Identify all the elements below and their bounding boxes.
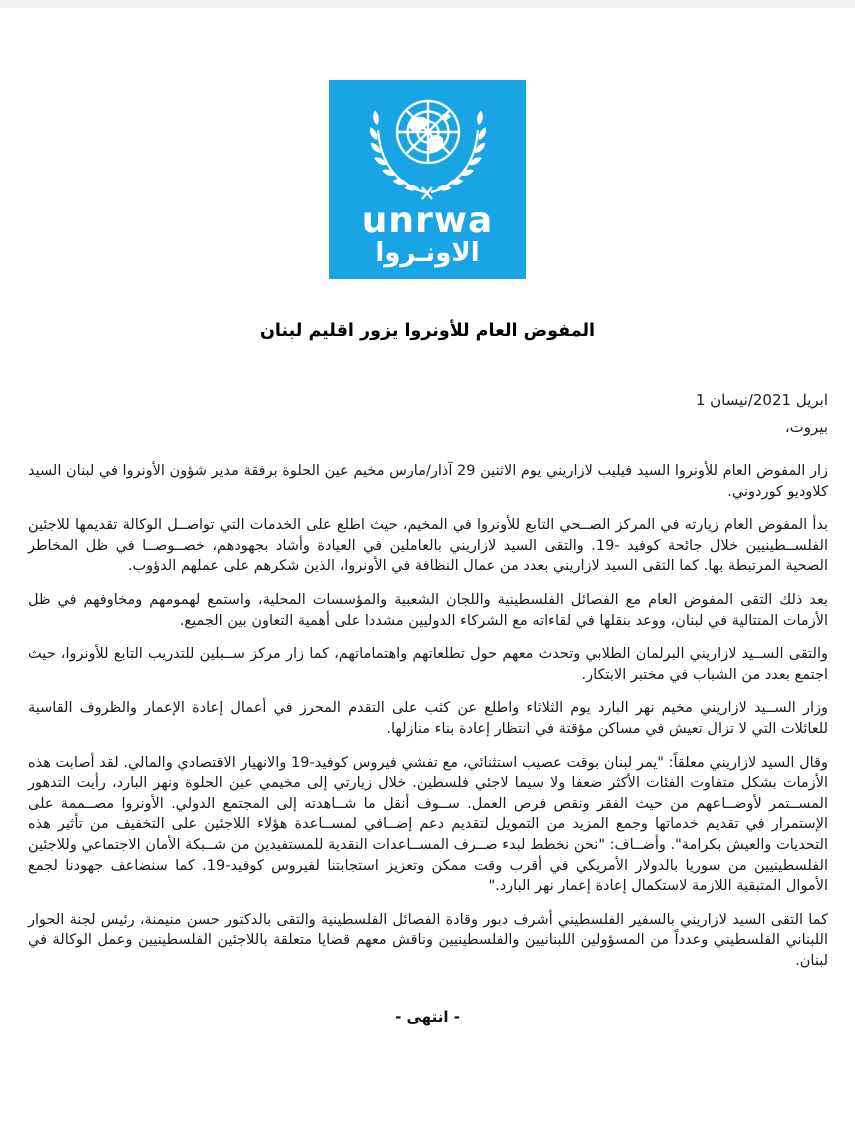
dateline-block (27, 387, 828, 441)
press-release-body (28, 461, 828, 971)
document-date: 1 نيسان‎/‎ابريل 2021 (695, 391, 828, 409)
unrwa-logo-latin-text: unrwa (361, 200, 494, 241)
paragraph-1: زار المفوض العام للأونروا السيد فيليب لازاريني يوم الاثنين 29 آذار/مارس مخيم عين الحلوة برفقة مدير شؤون الأونروا في لبنان السيد كلاوديو كوردوني. (28, 463, 828, 500)
unrwa-logo (329, 80, 526, 279)
document-city: بيروت، (784, 418, 828, 436)
paragraph-5: وزار الســيد لازاريني مخيم نهر البارد يوم الثلاثاء واطلع عن كثب على التقدم المحرز في أعمال إعادة الإعمار والظروف القاسية للعائلات التي لا تزال تعيش في مساكن مؤقتة في انتظار إعادة بناء منازلها. (28, 700, 828, 737)
unrwa-logo-arabic-text: الاونـروا (375, 238, 480, 268)
logo-container (0, 80, 855, 279)
page-top-strip (0, 0, 855, 8)
paragraph-4: والتقى الســيد لازاريني البرلمان الطلابي وتحدث معهم حول تطلعاتهم واهتماماتهم، كما زار مركز ســبلين للتدريب التابع للأونروا، حيث اجتمع بعدد من الشباب في مختبر الابتكار. (28, 646, 828, 683)
paragraph-6: وقال السيد لازاريني معلقاً: "يمر لبنان بوقت عصيب استثنائي، مع تفشي فيروس كوفيد-19 والانهيار الاقتصادي والمالي. لقد أصابت هذه الأزمات بشكل متفاوت الفئات الأكثر ضعفا ولا سيما لاجئي فلسطين. خلال زيارتي إلى مخيمي عين الحلوة ونهر البارد، رأيت التدهور المســتمر لأوضــاعهم من حيث الفقر ونقص فرص العمل. ســوف أنقل ما شــاهدته إلى المجتمع الدولي. الأونروا مصــممة على الإستمرار في تقديم خدماتها وجمع المزيد من التمويل لتقديم دعم إضــافي لمســاعدة هؤلاء اللاجئين على التخفيف من تأثير هذه التحديات والعيش بكرامة". وأضــاف: "نحن نخطط لبدء صــرف المســاعدات النقدية للمستفيدين من شــبكة الأمان الاجتماعي وللاجئين الفلسطينيين من سوريا بالدولار الأمريكي في أقرب وقت ممكن وتعزيز استجابتنا لفيروس كوفيد-19. كما سنضاعف جهودنا لجمع الأموال المتبقية اللازمة لاستكمال إعادة إعمار نهر البارد." (28, 754, 829, 895)
end-mark: - انتهى - (395, 1008, 460, 1027)
paragraph-2: بدأ المفوض العام زيارته في المركز الصــحي التابع للأونروا في المخيم، حيث اطلع على الخدمات التي تواصــل الوكالة تقديمها للاجئين الفلســطينيين خلال جائحة كوفيد -19. والتقى السيد لازاريني بالعاملين في العيادة وأشاد بجهودهم، خصــوصــا في ظل المخاطر الصحية المرتبطة بها. كما التقى السيد لازاريني بعدد من عمال النظافة في الأونروا، الذين شكرهم على عملهم الدؤوب. (28, 517, 828, 575)
page-title: المفوض العام للأونروا يزور اقليم لبنان (259, 321, 596, 341)
paragraph-3: بعد ذلك التقى المفوض العام مع الفصائل الفلسطينية واللجان الشعبية والمؤسسات المحلية، واستمع لهمومهم ومخاوفهم في ظل الأزمات المتتالية في لبنان، ووعد بنقلها في لقاءاته مع الشركاء الدوليين مشددا على أهمية التعاون بين الجميع. (28, 591, 828, 629)
un-emblem-icon (365, 92, 491, 202)
paragraph-7: كما التقى السيد لازاريني بالسفير الفلسطيني أشرف دبور وقادة الفصائل الفلسطينية والتقى بالدكتور حسن منيمنة، رئيس لجنة الحوار اللبناني الفلسطيني وعدداً من المسؤولين اللبنانيين والفلسطينيين وناقش معهم قضايا متعلقة باللاجئين الفلسطينيين وعمل الوكالة في لبنان. (28, 911, 828, 969)
